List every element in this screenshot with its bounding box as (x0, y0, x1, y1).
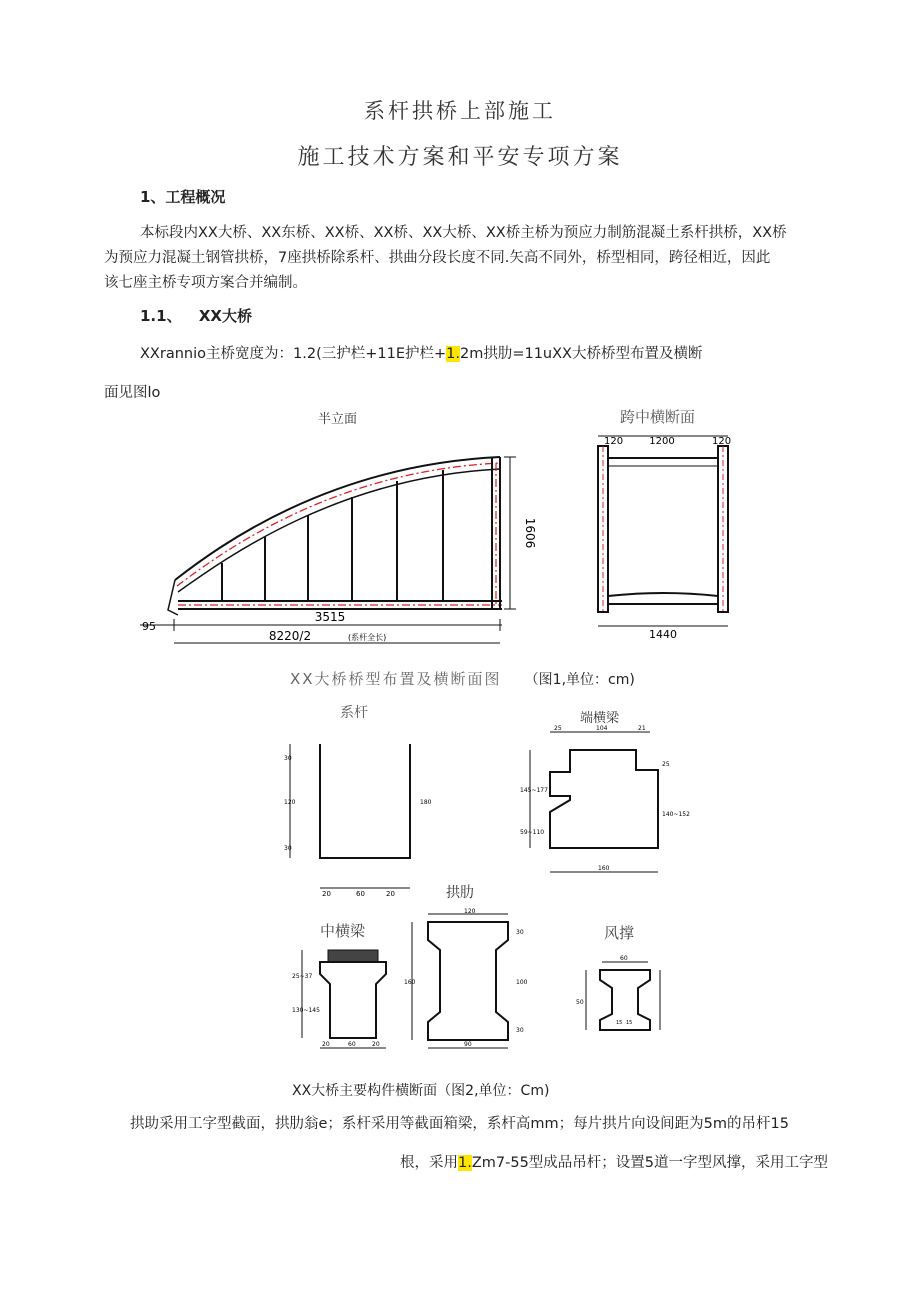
left-dim: 95 (142, 620, 156, 633)
closing-para-line2 (400, 1150, 828, 1176)
dim-top-mid: 1200 (649, 436, 675, 447)
end-beam-section (510, 722, 690, 882)
mid-dim-top: 25~37 (292, 973, 313, 980)
figure-1-note: （图1,单位：cm) (524, 672, 635, 688)
mid-dim-height: 130~145 (292, 1007, 320, 1014)
arch-dim-flange-bot: 30 (516, 1027, 524, 1034)
arch-dim-flange-top: 30 (516, 929, 524, 936)
deck (608, 593, 718, 604)
mid-beam-cap (328, 950, 378, 962)
height-dim: 1606 (523, 517, 537, 549)
arch-dim-web: 100 (516, 979, 528, 986)
closing-highlight: 1. (458, 1155, 472, 1171)
end-dim-3: 21 (638, 725, 646, 732)
tie-beam-label: 系杆 (340, 705, 368, 721)
section-1-1-title: XX大桥 (198, 307, 252, 325)
total-dim-note: (系杆全长) (348, 633, 387, 642)
brace-dim-height: 50 (576, 999, 584, 1006)
brace-dim-b: 15 (626, 1020, 633, 1026)
figure-1-caption (290, 668, 635, 689)
brace-dim-a: 15 (616, 1020, 623, 1026)
doc-title-sub: 施工技术方案和平安专项方案 (297, 145, 623, 170)
dim-bottom: 1440 (649, 628, 677, 641)
tie-dim-bot: 30 (284, 845, 292, 852)
cross-section-label: 跨中横断面 (620, 408, 696, 426)
tie-dim-top: 30 (284, 755, 292, 762)
elevation-label: 半立面 (318, 412, 358, 427)
mid-beam-label: 中横梁 (320, 922, 366, 940)
figure-1-title: XX大桥桥型布置及横断面图 (290, 670, 502, 688)
section-1-1-line2: 面见图lo (104, 385, 161, 401)
end-dim-4: 145~177 (520, 787, 548, 794)
closing-text-b: Zm7-55型成品吊杆；设置5道一字型风撑，采用工字型 (471, 1155, 829, 1171)
wind-brace-section (574, 952, 674, 1042)
arch-dim-top: 120 (464, 908, 476, 915)
section-1-para-line2: 为预应力混凝土钢管拱桥，7座拱桥除系杆、拱曲分段长度不同.矢高不同外，桥型相同，跨径相近，因此 (104, 250, 771, 266)
brace-dim-width: 60 (620, 955, 628, 962)
tie-dim-w3: 20 (386, 890, 395, 898)
figure-2-caption: XX大桥主要构件横断面（图2,单位：Cm) (292, 1083, 550, 1099)
closing-para-line1: 拱助采用工字型截面，拱肋翁e；系杆采用等截面箱梁，系杆高mm；每片拱片向设间距为5m的吊杆15 (130, 1116, 789, 1132)
width-text-b: (三护栏+11E护栏+ (316, 346, 447, 362)
end-dim-5: 59~110 (520, 829, 545, 836)
mid-beam-section (284, 942, 404, 1060)
end-dim-2: 104 (596, 725, 608, 732)
width-highlight: 1. (446, 346, 460, 362)
section-1-1-number: 1.1、 (140, 307, 182, 325)
arch-dim-bottom: 90 (464, 1041, 472, 1048)
arch-dim-height: 160 (404, 979, 416, 986)
span-dim: 3515 (314, 610, 346, 624)
arch-inner (178, 469, 500, 592)
tie-dim-w2: 60 (356, 890, 365, 898)
dim-top-left: 120 (604, 436, 624, 447)
arch-rib-label: 拱肋 (446, 885, 474, 901)
width-text-a: XXrannio主桥宽度为：1.2 (140, 346, 317, 362)
wind-brace-label: 风撑 (604, 924, 635, 942)
section-1-para-line1: 本标段内XX大桥、XX东桥、XX桥、XX桥、XX大桥、XX桥主桥为预应力制筋混凝土系杆拱桥，XX桥 (140, 225, 787, 241)
mid-dim-w2: 60 (348, 1041, 356, 1048)
width-text-c: 2m拱肋=11uXX大桥桥型布置及横断 (459, 346, 703, 362)
end-dim-width: 160 (598, 865, 610, 872)
end-dim-7: 140~152 (662, 811, 690, 818)
arch-centerline (177, 463, 500, 586)
mid-span-section-drawing (580, 428, 750, 641)
doc-title-main: 系杆拱桥上部施工 (364, 99, 556, 123)
tie-dim-w1: 20 (322, 890, 331, 898)
closing-text-a: 根，采用 (400, 1155, 458, 1171)
section-1-1-heading (140, 305, 252, 326)
section-1-para-line3: 该七座主桥专项方案合并编制。 (104, 275, 307, 291)
arch-rib-section (398, 904, 538, 1054)
end-beam-label: 端横梁 (580, 711, 620, 726)
arch-foot (168, 580, 178, 615)
mid-dim-w3: 20 (372, 1041, 380, 1048)
half-elevation-drawing (130, 425, 537, 655)
tie-beam-section (278, 730, 438, 910)
section-1-heading: 1、工程概况 (140, 188, 226, 206)
tie-dim-mid: 120 (284, 799, 296, 806)
end-dim-1: 25 (554, 725, 562, 732)
dim-top-right: 120 (712, 436, 732, 447)
tie-dim-height: 180 (420, 799, 432, 806)
total-dim: 8220/2 (268, 629, 312, 643)
section-1-1-line1 (140, 341, 703, 367)
mid-dim-w1: 20 (322, 1041, 330, 1048)
end-dim-6: 25 (662, 761, 670, 768)
